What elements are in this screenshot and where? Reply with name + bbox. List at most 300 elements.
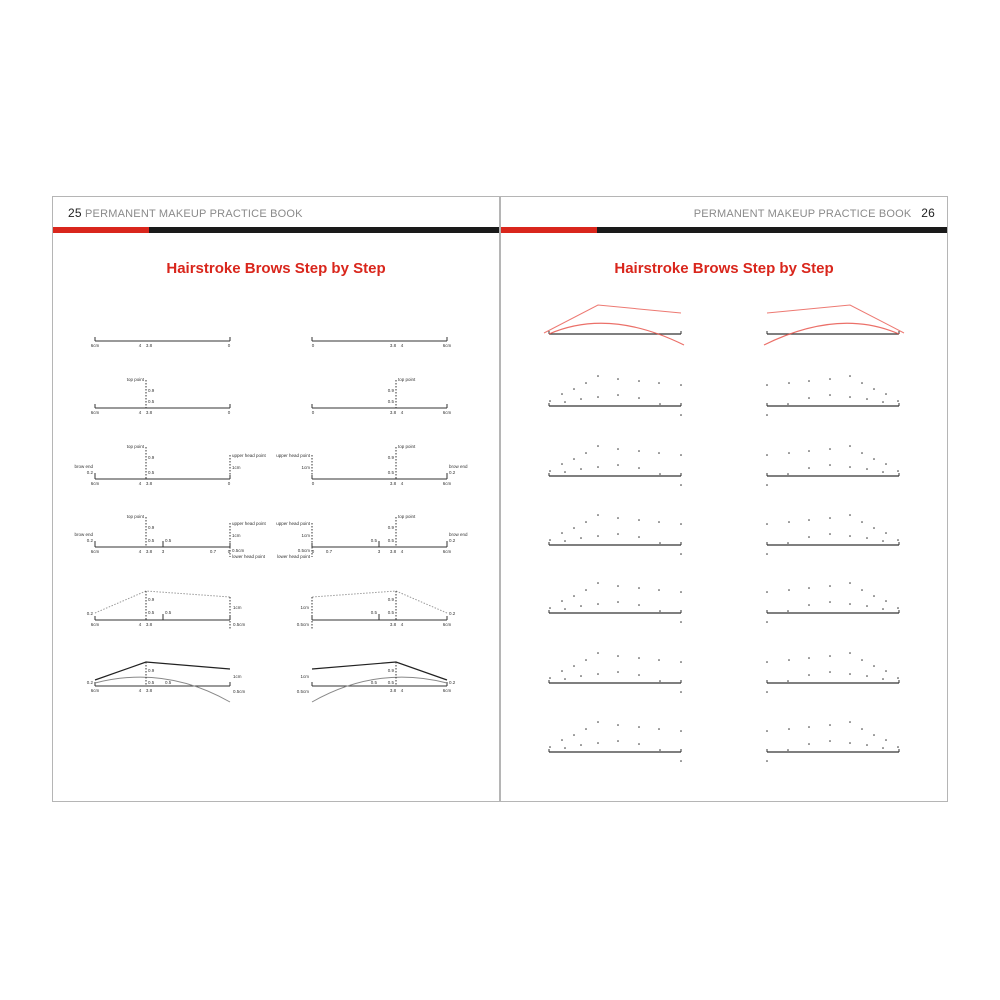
diagram-label: 4 bbox=[138, 549, 142, 554]
practice-dot bbox=[849, 652, 851, 654]
practice-dot bbox=[658, 728, 660, 730]
practice-dot bbox=[897, 607, 899, 609]
diagram-label: lower head point bbox=[232, 554, 266, 559]
practice-dot bbox=[573, 665, 575, 667]
practice-dot bbox=[861, 728, 863, 730]
practice-dot bbox=[580, 398, 582, 400]
diagram-label: 0.2 bbox=[449, 538, 456, 543]
brow-upper-outline bbox=[95, 662, 230, 680]
diagram-label: 4 bbox=[138, 622, 142, 627]
practice-dot bbox=[573, 458, 575, 460]
practice-dot bbox=[766, 730, 768, 732]
practice-dot bbox=[866, 605, 868, 607]
practice-dot bbox=[638, 519, 640, 521]
practice-dot bbox=[617, 740, 619, 742]
diagram-label: 0.5cm bbox=[296, 689, 309, 694]
practice-dot bbox=[585, 728, 587, 730]
page-title: Hairstroke Brows Step by Step bbox=[614, 260, 834, 277]
practice-dot bbox=[861, 589, 863, 591]
diagram-label: 3.8 bbox=[145, 622, 153, 627]
practice-dot bbox=[829, 671, 831, 673]
diagram-label: 0.9 bbox=[387, 668, 394, 673]
practice-dot bbox=[849, 375, 851, 377]
practice-dot bbox=[873, 734, 875, 736]
diagram-label: 0 bbox=[311, 410, 315, 415]
diagram-label: 0.5 bbox=[387, 680, 394, 685]
page-title: Hairstroke Brows Step by Step bbox=[166, 260, 386, 277]
diagram-label: 4 bbox=[400, 343, 404, 348]
brow-outline-guide bbox=[312, 591, 447, 613]
diagram-label: 0.5 bbox=[148, 470, 155, 475]
practice-dot bbox=[849, 466, 851, 468]
diagram-label: 6cm bbox=[90, 688, 100, 693]
diagram-label: 0.5 bbox=[387, 399, 394, 404]
diagram-label: 0.9 bbox=[148, 668, 155, 673]
practice-dot bbox=[897, 746, 899, 748]
diagram-label: 0.7 bbox=[209, 549, 217, 554]
practice-dot bbox=[638, 674, 640, 676]
practice-dot bbox=[617, 655, 619, 657]
diagram-label: 4 bbox=[400, 622, 404, 627]
practice-dot bbox=[658, 452, 660, 454]
practice-dot bbox=[638, 380, 640, 382]
practice-dot bbox=[573, 388, 575, 390]
practice-dot bbox=[766, 523, 768, 525]
diagram-label: 0.5cm bbox=[233, 622, 246, 627]
diagram-label: 0.9 bbox=[148, 455, 155, 460]
practice-dot bbox=[787, 610, 789, 612]
practice-dot bbox=[808, 657, 810, 659]
diagram-label: brow end bbox=[449, 532, 468, 537]
practice-dot bbox=[617, 533, 619, 535]
practice-dot bbox=[897, 400, 899, 402]
practice-dot bbox=[638, 536, 640, 538]
practice-dot bbox=[808, 674, 810, 676]
practice-dot bbox=[866, 744, 868, 746]
practice-dot bbox=[829, 394, 831, 396]
practice-dot bbox=[873, 665, 875, 667]
practice-dot bbox=[849, 721, 851, 723]
practice-dot bbox=[580, 675, 582, 677]
practice-dot bbox=[573, 527, 575, 529]
diagram-label: upper head point bbox=[276, 453, 310, 458]
practice-dot bbox=[564, 608, 566, 610]
practice-dot bbox=[829, 724, 831, 726]
diagram-label: 4 bbox=[138, 481, 142, 486]
practice-dot bbox=[549, 470, 551, 472]
practice-dot bbox=[638, 657, 640, 659]
diagram-label: 0.5 bbox=[387, 538, 394, 543]
practice-dot bbox=[849, 445, 851, 447]
diagram-label: 1cm bbox=[300, 674, 309, 679]
diagram-label: 3.8 bbox=[389, 549, 397, 554]
practice-dot bbox=[866, 398, 868, 400]
practice-dot bbox=[808, 397, 810, 399]
practice-dot bbox=[766, 760, 768, 762]
practice-dot bbox=[680, 454, 682, 456]
practice-dot bbox=[573, 595, 575, 597]
practice-dot bbox=[849, 603, 851, 605]
practice-dot bbox=[659, 403, 661, 405]
diagram-label: brow end bbox=[74, 464, 93, 469]
diagram-label: 4 bbox=[138, 410, 142, 415]
brow-upper-outline bbox=[312, 662, 447, 680]
diagram-label: 0.9 bbox=[148, 525, 155, 530]
practice-dot bbox=[873, 595, 875, 597]
diagram-label: 0.5 bbox=[165, 610, 172, 615]
diagram-label: 0.2 bbox=[86, 470, 93, 475]
practice-dot bbox=[829, 533, 831, 535]
diagram-label: 0 bbox=[311, 343, 315, 348]
practice-dot bbox=[597, 673, 599, 675]
diagram-label: top point bbox=[398, 377, 416, 382]
practice-dot bbox=[597, 582, 599, 584]
diagram-label: brow end bbox=[449, 464, 468, 469]
diagram-label: 6cm bbox=[90, 622, 100, 627]
diagram-label: 3.8 bbox=[145, 343, 153, 348]
practice-dot bbox=[564, 678, 566, 680]
practice-dot bbox=[585, 382, 587, 384]
diagram-label: 0.5cm bbox=[297, 548, 310, 553]
practice-dot bbox=[808, 743, 810, 745]
practice-dot bbox=[564, 471, 566, 473]
practice-dot bbox=[585, 452, 587, 454]
diagram-label: 0.5 bbox=[148, 680, 155, 685]
diagram-label: 3.8 bbox=[389, 481, 397, 486]
practice-dot bbox=[766, 414, 768, 416]
diagram-label: 0.9 bbox=[387, 388, 394, 393]
practice-dot bbox=[658, 382, 660, 384]
practice-dot bbox=[597, 652, 599, 654]
practice-dot bbox=[861, 452, 863, 454]
practice-dot bbox=[873, 458, 875, 460]
practice-dot bbox=[829, 585, 831, 587]
practice-dot bbox=[808, 450, 810, 452]
practice-dot bbox=[617, 585, 619, 587]
diagram-label: 1cm bbox=[233, 674, 242, 679]
practice-dot bbox=[549, 400, 551, 402]
practice-dot bbox=[680, 730, 682, 732]
practice-dot bbox=[766, 484, 768, 486]
diagram-label: 0.5 bbox=[370, 680, 377, 685]
diagram-label: 0.2 bbox=[449, 680, 456, 685]
practice-dot bbox=[680, 621, 682, 623]
page-number: 26 bbox=[921, 206, 935, 220]
diagram-label: 0 bbox=[227, 343, 231, 348]
diagram-label: lower head point bbox=[276, 554, 310, 559]
practice-dot bbox=[680, 760, 682, 762]
practice-dot bbox=[585, 521, 587, 523]
practice-dot bbox=[561, 739, 563, 741]
practice-dot bbox=[849, 396, 851, 398]
diagram-label: 1cm bbox=[233, 605, 242, 610]
practice-dot bbox=[561, 670, 563, 672]
practice-dot bbox=[597, 721, 599, 723]
practice-dot bbox=[829, 601, 831, 603]
practice-dot bbox=[788, 589, 790, 591]
practice-dot bbox=[580, 744, 582, 746]
practice-dot bbox=[561, 463, 563, 465]
brow-outline-guide bbox=[95, 591, 230, 613]
diagram-label: 6cm bbox=[90, 343, 100, 348]
practice-dot bbox=[597, 514, 599, 516]
practice-dot bbox=[597, 375, 599, 377]
diagram-label: brow end bbox=[74, 532, 93, 537]
practice-dot bbox=[788, 382, 790, 384]
practice-dot bbox=[658, 659, 660, 661]
practice-dot bbox=[659, 680, 661, 682]
practice-dot bbox=[597, 603, 599, 605]
diagram-label: top point bbox=[398, 514, 416, 519]
diagram-label: 0.7 bbox=[325, 549, 333, 554]
practice-dot bbox=[882, 747, 884, 749]
practice-dot bbox=[549, 607, 551, 609]
diagram-label: upper head point bbox=[276, 521, 310, 526]
practice-dot bbox=[597, 535, 599, 537]
practice-dot bbox=[680, 384, 682, 386]
diagram-label: 6cm bbox=[90, 410, 100, 415]
practice-dot bbox=[617, 464, 619, 466]
practice-dot bbox=[580, 537, 582, 539]
practice-dot bbox=[766, 591, 768, 593]
practice-dot bbox=[849, 582, 851, 584]
practice-dot bbox=[617, 394, 619, 396]
practice-dot bbox=[829, 740, 831, 742]
diagram-label: upper head point bbox=[232, 453, 266, 458]
practice-dot bbox=[638, 604, 640, 606]
practice-dot bbox=[638, 726, 640, 728]
practice-dot bbox=[564, 401, 566, 403]
diagram-label: 6cm bbox=[442, 410, 452, 415]
diagram-label: 3.8 bbox=[389, 343, 397, 348]
practice-dot bbox=[808, 380, 810, 382]
practice-dot bbox=[638, 397, 640, 399]
practice-dot bbox=[680, 591, 682, 593]
diagram-label: 6cm bbox=[442, 688, 452, 693]
practice-dot bbox=[617, 517, 619, 519]
practice-dot bbox=[564, 747, 566, 749]
diagram-label: top point bbox=[398, 444, 416, 449]
diagram-label: 0.9 bbox=[148, 597, 155, 602]
practice-dot bbox=[549, 539, 551, 541]
practice-dot bbox=[658, 521, 660, 523]
practice-dot bbox=[885, 670, 887, 672]
practice-dot bbox=[573, 734, 575, 736]
diagram-label: 0.5 bbox=[148, 610, 155, 615]
practice-dot bbox=[866, 675, 868, 677]
practice-dot bbox=[680, 414, 682, 416]
practice-dot bbox=[882, 608, 884, 610]
diagram-label: 0.2 bbox=[86, 538, 93, 543]
practice-dot bbox=[638, 587, 640, 589]
page-number: 25 bbox=[68, 206, 82, 220]
practice-dot bbox=[829, 448, 831, 450]
practice-dot bbox=[897, 470, 899, 472]
practice-dot bbox=[808, 467, 810, 469]
practice-dot bbox=[861, 382, 863, 384]
practice-dot bbox=[885, 532, 887, 534]
practice-dot bbox=[808, 726, 810, 728]
practice-dot bbox=[787, 542, 789, 544]
practice-dot bbox=[597, 466, 599, 468]
practice-dot bbox=[849, 742, 851, 744]
practice-dot bbox=[585, 659, 587, 661]
practice-dot bbox=[617, 724, 619, 726]
practice-dot bbox=[585, 589, 587, 591]
diagram-label: 1cm bbox=[301, 533, 310, 538]
diagram-label: 0.5cm bbox=[232, 548, 245, 553]
diagram-label: 0.2 bbox=[86, 611, 93, 616]
practice-dot bbox=[680, 484, 682, 486]
practice-dot bbox=[549, 677, 551, 679]
practice-dot bbox=[597, 445, 599, 447]
practice-dot bbox=[849, 673, 851, 675]
practice-dot bbox=[866, 468, 868, 470]
practice-dot bbox=[885, 600, 887, 602]
diagram-label: top point bbox=[126, 514, 144, 519]
practice-dot bbox=[766, 553, 768, 555]
practice-dot bbox=[897, 539, 899, 541]
practice-dot bbox=[680, 691, 682, 693]
diagram-label: 0 bbox=[311, 549, 315, 554]
practice-dot bbox=[658, 589, 660, 591]
diagram-label: 0 bbox=[227, 481, 231, 486]
practice-dot bbox=[580, 605, 582, 607]
diagram-label: 0.5 bbox=[148, 399, 155, 404]
practice-dot bbox=[861, 521, 863, 523]
practice-dot bbox=[885, 739, 887, 741]
diagram-label: 0 bbox=[311, 481, 315, 486]
practice-dot bbox=[638, 743, 640, 745]
practice-dot bbox=[829, 655, 831, 657]
diagram-label: 0.5 bbox=[165, 538, 172, 543]
diagram-label: 0.2 bbox=[86, 680, 93, 685]
practice-dot bbox=[882, 540, 884, 542]
practice-dot bbox=[829, 464, 831, 466]
diagram-label: 3.8 bbox=[389, 410, 397, 415]
practice-dot bbox=[766, 384, 768, 386]
practice-dot bbox=[659, 610, 661, 612]
practice-dot bbox=[561, 393, 563, 395]
practice-dot bbox=[638, 467, 640, 469]
diagram-label: 0.5 bbox=[387, 470, 394, 475]
practice-dot bbox=[617, 601, 619, 603]
diagram-label: top point bbox=[126, 444, 144, 449]
practice-dot bbox=[873, 527, 875, 529]
diagram-label: 1cm bbox=[301, 465, 310, 470]
practice-dot bbox=[659, 542, 661, 544]
practice-dot bbox=[659, 473, 661, 475]
practice-dot bbox=[897, 677, 899, 679]
diagram-label: 4 bbox=[400, 481, 404, 486]
diagram-label: 0.9 bbox=[387, 455, 394, 460]
diagram-label: 4 bbox=[400, 549, 404, 554]
running-head: PERMANENT MAKEUP PRACTICE BOOK bbox=[693, 208, 912, 220]
practice-dot bbox=[788, 659, 790, 661]
diagram-label: 0.5 bbox=[370, 610, 377, 615]
practice-dot bbox=[849, 514, 851, 516]
practice-dot bbox=[808, 536, 810, 538]
practice-dot bbox=[788, 728, 790, 730]
practice-dot bbox=[882, 678, 884, 680]
practice-dot bbox=[788, 521, 790, 523]
practice-dot bbox=[787, 473, 789, 475]
practice-dot bbox=[849, 535, 851, 537]
practice-dot bbox=[866, 537, 868, 539]
diagram-label: 6cm bbox=[90, 549, 100, 554]
diagram-label: 0.5 bbox=[370, 538, 377, 543]
diagram-label: 0.2 bbox=[449, 611, 456, 616]
diagram-label: 0 bbox=[227, 549, 231, 554]
practice-dot bbox=[549, 746, 551, 748]
practice-dot bbox=[680, 523, 682, 525]
practice-dot bbox=[882, 471, 884, 473]
diagram-label: 4 bbox=[138, 343, 142, 348]
practice-dot bbox=[766, 621, 768, 623]
diagram-label: 0.9 bbox=[387, 597, 394, 602]
diagram-label: 0.2 bbox=[449, 470, 456, 475]
diagram-label: 0.5 bbox=[387, 610, 394, 615]
diagram-label: 1cm bbox=[232, 533, 241, 538]
practice-dot bbox=[787, 680, 789, 682]
practice-dot bbox=[766, 661, 768, 663]
diagram-label: 1cm bbox=[300, 605, 309, 610]
practice-dot bbox=[580, 468, 582, 470]
diagram-label: top point bbox=[126, 377, 144, 382]
diagram-label: 6cm bbox=[442, 343, 452, 348]
practice-dot bbox=[564, 540, 566, 542]
practice-dot bbox=[787, 403, 789, 405]
diagram-label: 0.9 bbox=[387, 525, 394, 530]
diagram-label: 3.8 bbox=[389, 622, 397, 627]
practice-dot bbox=[597, 742, 599, 744]
practice-dot bbox=[788, 452, 790, 454]
practice-dot bbox=[766, 691, 768, 693]
diagram-label: 0.5 bbox=[165, 680, 172, 685]
practice-dot bbox=[617, 448, 619, 450]
practice-dot bbox=[808, 604, 810, 606]
diagram-label: 3.8 bbox=[145, 410, 153, 415]
brow-lower-curve bbox=[312, 677, 447, 702]
diagram-label: 0 bbox=[227, 410, 231, 415]
practice-dot bbox=[597, 396, 599, 398]
diagram-label: 6cm bbox=[442, 481, 452, 486]
practice-dot bbox=[638, 450, 640, 452]
practice-dot bbox=[861, 659, 863, 661]
diagram-label: 3.8 bbox=[145, 481, 153, 486]
diagram-label: 0.5 bbox=[148, 538, 155, 543]
practice-dot bbox=[617, 671, 619, 673]
diagram-label: 6cm bbox=[442, 549, 452, 554]
diagram-label: 6cm bbox=[90, 481, 100, 486]
practice-dot bbox=[829, 378, 831, 380]
practice-dot bbox=[680, 661, 682, 663]
practice-dot bbox=[561, 600, 563, 602]
diagram-label: 3.8 bbox=[389, 688, 397, 693]
practice-dot bbox=[885, 463, 887, 465]
diagram-label: 1cm bbox=[232, 465, 241, 470]
diagram-label: 0.5cm bbox=[233, 689, 246, 694]
practice-dot bbox=[680, 553, 682, 555]
diagram-label: 4 bbox=[400, 688, 404, 693]
practice-dot bbox=[808, 587, 810, 589]
diagram-label: 3.8 bbox=[145, 549, 153, 554]
practice-dot bbox=[617, 378, 619, 380]
practice-dot bbox=[808, 519, 810, 521]
diagram-label: 6cm bbox=[442, 622, 452, 627]
diagram-label: 0.5cm bbox=[296, 622, 309, 627]
running-head: PERMANENT MAKEUP PRACTICE BOOK bbox=[85, 208, 303, 220]
